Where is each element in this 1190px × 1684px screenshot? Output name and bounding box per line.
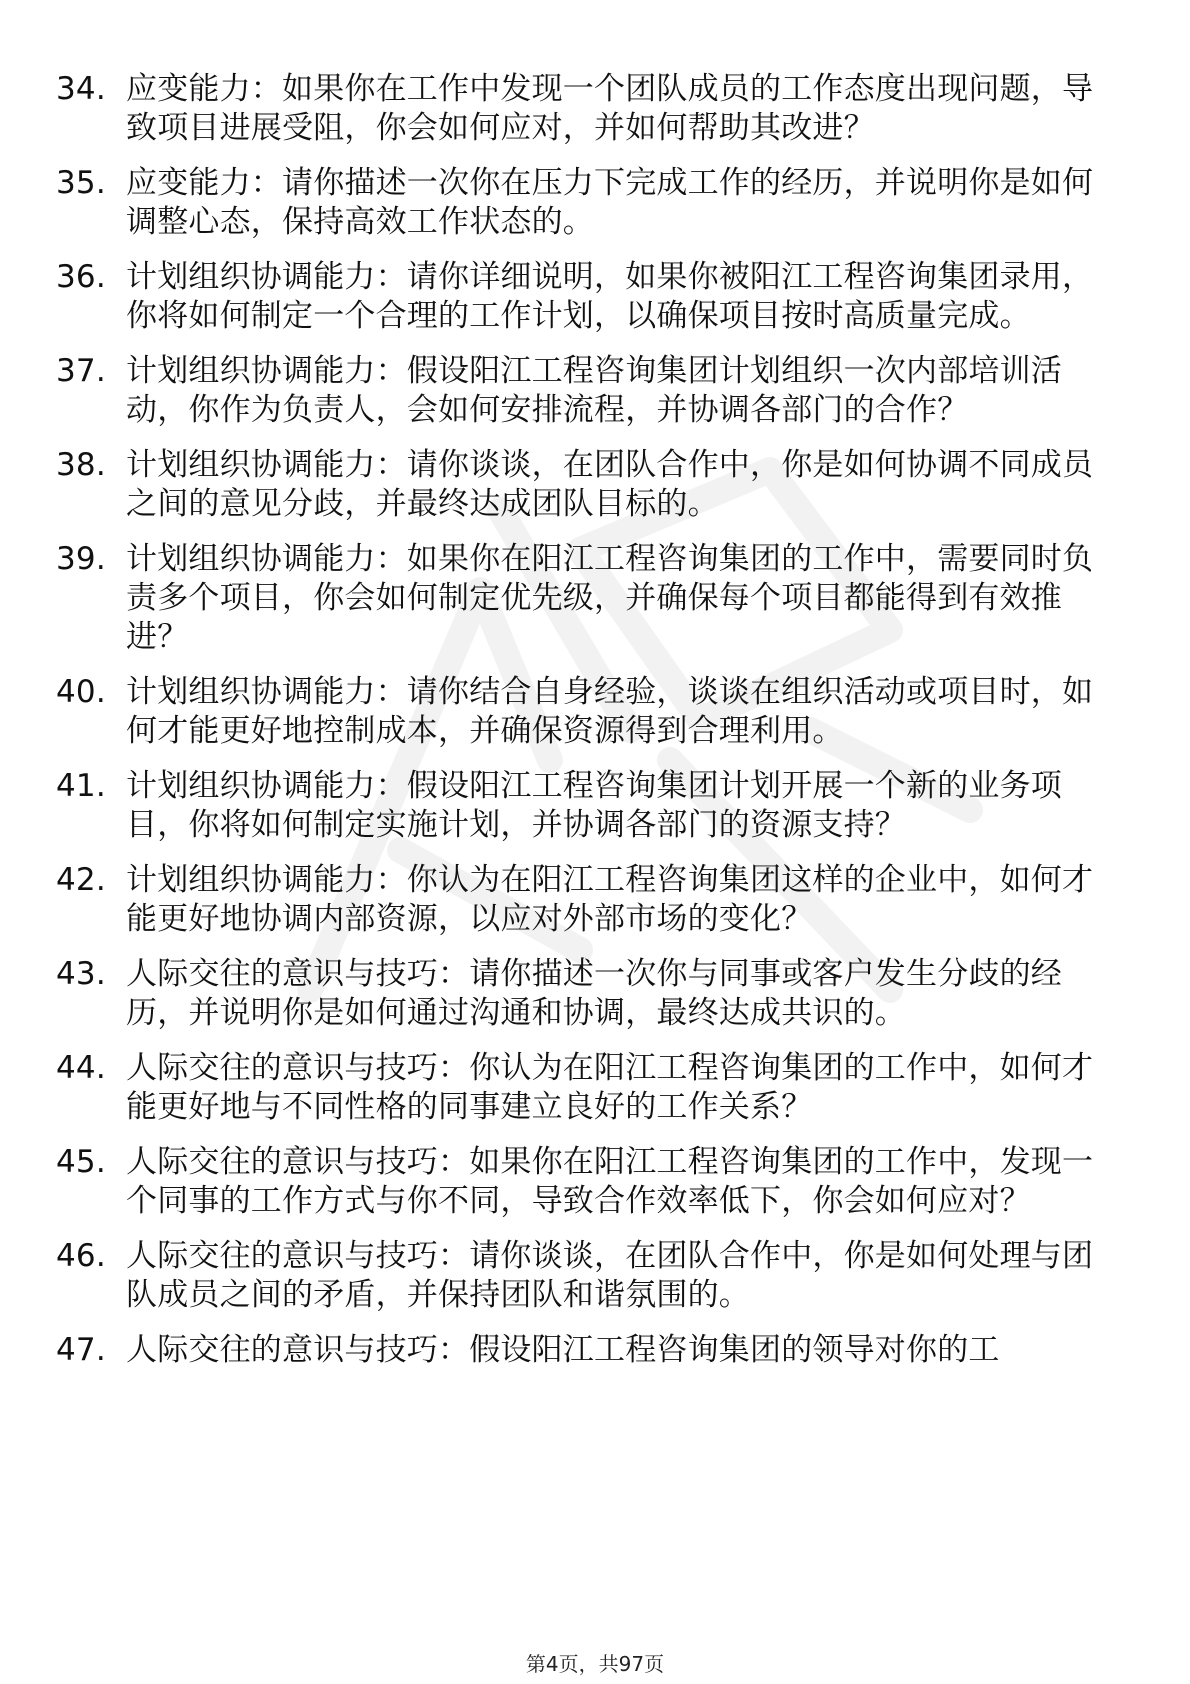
item-number: 44. xyxy=(56,1050,106,1086)
item-text: 计划组织协调能力：你认为在阳江工程咨询集团这样的企业中，如何才能更好地协调内部资源，以应对外部市场的变化？ xyxy=(126,862,1094,937)
item-text: 应变能力：请你描述一次你在压力下完成工作的经历，并说明你是如何调整心态，保持高效工作状态的。 xyxy=(126,165,1094,240)
item-number: 35. xyxy=(56,165,106,201)
list-item xyxy=(56,767,1116,845)
item-text: 人际交往的意识与技巧：如果你在阳江工程咨询集团的工作中，发现一个同事的工作方式与你不同，导致合作效率低下，你会如何应对？ xyxy=(126,1144,1094,1219)
list-item xyxy=(56,955,1116,1033)
item-text: 人际交往的意识与技巧：请你谈谈，在团队合作中，你是如何处理与团队成员之间的矛盾，并保持团队和谐氛围的。 xyxy=(126,1238,1094,1313)
item-text: 人际交往的意识与技巧：请你描述一次你与同事或客户发生分歧的经历，并说明你是如何通过沟通和协调，最终达成共识的。 xyxy=(126,956,1062,1031)
list-item xyxy=(56,258,1116,336)
item-number: 46. xyxy=(56,1238,106,1274)
list-item xyxy=(56,1237,1116,1315)
page-footer: 第4页，共97页 xyxy=(525,1652,665,1676)
list-item xyxy=(56,164,1116,242)
item-number: 47. xyxy=(56,1332,106,1368)
item-number: 38. xyxy=(56,447,106,483)
item-number: 43. xyxy=(56,956,106,992)
item-text: 计划组织协调能力：请你谈谈，在团队合作中，你是如何协调不同成员之间的意见分歧，并最终达成团队目标的。 xyxy=(126,447,1094,522)
item-text: 应变能力：如果你在工作中发现一个团队成员的工作态度出现问题，导致项目进展受阻，你会如何应对，并如何帮助其改进？ xyxy=(126,71,1094,146)
item-number: 39. xyxy=(56,541,106,577)
list-item xyxy=(56,673,1116,751)
item-text: 计划组织协调能力：请你结合自身经验，谈谈在组织活动或项目时，如何才能更好地控制成本，并确保资源得到合理利用。 xyxy=(126,674,1094,749)
item-number: 45. xyxy=(56,1144,106,1180)
item-text: 计划组织协调能力：请你详细说明，如果你被阳江工程咨询集团录用，你将如何制定一个合理的工作计划，以确保项目按时高质量完成。 xyxy=(126,259,1094,334)
list-item xyxy=(56,1143,1116,1221)
item-text: 计划组织协调能力：如果你在阳江工程咨询集团的工作中，需要同时负责多个项目，你会如何制定优先级，并确保每个项目都能得到有效推进？ xyxy=(126,541,1094,655)
question-list xyxy=(56,70,1116,1386)
item-number: 42. xyxy=(56,862,106,898)
list-item xyxy=(56,540,1116,657)
list-item xyxy=(56,1049,1116,1127)
list-item xyxy=(56,352,1116,430)
item-number: 41. xyxy=(56,768,106,804)
item-text: 计划组织协调能力：假设阳江工程咨询集团计划开展一个新的业务项目，你将如何制定实施计划，并协调各部门的资源支持？ xyxy=(126,768,1062,843)
item-number: 36. xyxy=(56,259,106,295)
list-item xyxy=(56,446,1116,524)
item-number: 37. xyxy=(56,353,106,389)
list-item xyxy=(56,861,1116,939)
item-text: 计划组织协调能力：假设阳江工程咨询集团计划组织一次内部培训活动，你作为负责人，会如何安排流程，并协调各部门的合作？ xyxy=(126,353,1062,428)
item-number: 40. xyxy=(56,674,106,710)
list-item xyxy=(56,1331,1116,1370)
list-item xyxy=(56,70,1116,148)
item-text: 人际交往的意识与技巧：你认为在阳江工程咨询集团的工作中，如何才能更好地与不同性格的同事建立良好的工作关系？ xyxy=(126,1050,1094,1125)
item-number: 34. xyxy=(56,71,106,107)
item-text: 人际交往的意识与技巧：假设阳江工程咨询集团的领导对你的工 xyxy=(126,1332,1000,1368)
